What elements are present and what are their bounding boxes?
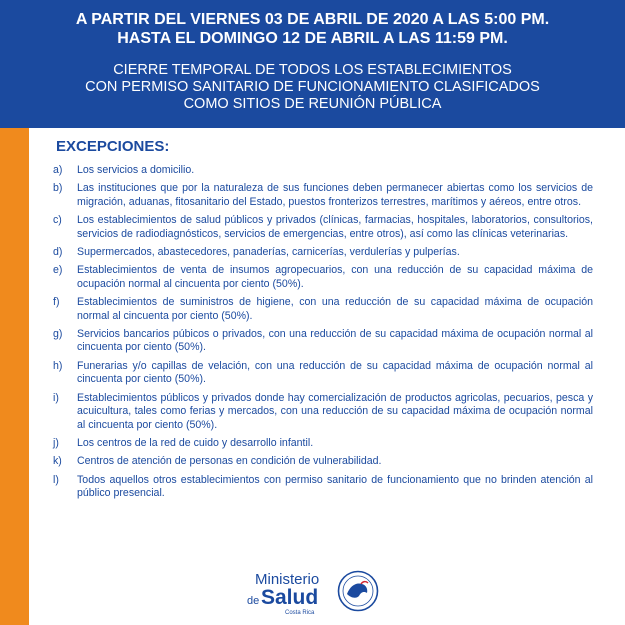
item-text: Establecimientos públicos y privados donde hay comercialización de productos agricolas, pecuarios, pesca y acuicultura, tales como ferias y mercados, con una reducción de su capacidad máxima de ocupación normal al cincuenta por ciento (50%). xyxy=(77,391,593,431)
item-letter: l) xyxy=(53,473,59,486)
logo-word-ministerio: Ministerio xyxy=(255,571,320,588)
item-letter: e) xyxy=(53,264,63,277)
item-text: Funerarias y/o capillas de velación, con una reducción de su capacidad máxima de ocupación normal al cincuenta por ciento (50%). xyxy=(77,359,593,386)
list-item xyxy=(53,296,593,323)
item-text: Las instituciones que por la naturaleza de sus funciones deben permanecer abiertas como los servicios de migración, aduanas, fitosanitario del Estado, puestos fronterizos terrestres, marítimos y aéreos, entre otros. xyxy=(77,182,593,208)
logo-word-de: de xyxy=(247,595,260,607)
item-text: Supermercados, abastecedores, panaderías, carnicerías, verdulerías y pulperías. xyxy=(77,246,460,259)
item-letter: i) xyxy=(53,391,59,404)
item-text: Establecimientos de suministros de higiene, con una reducción de su capacidad máxima de ocupación normal al cincuenta por ciento (50%). xyxy=(77,296,593,322)
logo-word-salud: Salud xyxy=(261,586,319,609)
list-item xyxy=(53,164,593,177)
item-text: Todos aquellos otros establecimientos con permiso sanitario de funcionamiento que no brinden atención al público presencial. xyxy=(77,473,593,500)
closure-line-2: CON PERMISO SANITARIO DE FUNCIONAMIENTO CLASIFICADOS xyxy=(85,79,540,95)
item-letter: a) xyxy=(53,164,63,176)
list-item xyxy=(53,214,593,241)
item-letter: h) xyxy=(53,359,63,372)
section-title: EXCEPCIONES: xyxy=(56,138,170,155)
item-text: Establecimientos de venta de insumos agropecuarios, con una reducción de su capacidad máxima de ocupación normal al cincuenta por ciento (50%). xyxy=(77,264,593,290)
seal-icon xyxy=(337,570,379,612)
list-item xyxy=(53,360,593,387)
exceptions-panel xyxy=(29,128,625,625)
list-item xyxy=(53,246,593,259)
logo-word-costa-rica: Costa Rica xyxy=(285,610,315,616)
start-date-line: A PARTIR DEL VIERNES 03 DE ABRIL DE 2020 A LAS 5:00 PM. xyxy=(75,11,550,28)
list-item xyxy=(53,437,593,450)
list-item xyxy=(53,455,593,468)
item-text: Los establecimientos de salud públicos y privados (clínicas, farmacias, hospitales, laboratorios, consultorios, servicios de radiodiagnósticos, servicios de emergencias, entre otros), así como las clínicas veterinarias. xyxy=(77,214,593,240)
list-item xyxy=(53,328,593,355)
closure-line-3: COMO SITIOS DE REUNIÓN PÚBLICA xyxy=(183,96,442,112)
item-letter: k) xyxy=(53,455,62,468)
exceptions-list xyxy=(53,164,593,506)
list-item xyxy=(53,182,593,209)
list-item xyxy=(53,392,593,432)
item-letter: f) xyxy=(53,296,60,309)
orange-side-bar xyxy=(0,128,29,625)
list-item xyxy=(53,264,593,291)
closure-notice xyxy=(0,62,625,113)
item-letter: j) xyxy=(53,436,59,449)
item-text: Servicios bancarios púbicos o privados, con una reducción de su capacidad máxima de ocupación normal al cincuenta por ciento (50%). xyxy=(77,328,593,354)
item-text: Centros de atención de personas en condición de vulnerabilidad. xyxy=(77,455,382,468)
ministerio-salud-logo xyxy=(247,570,407,620)
item-letter: d) xyxy=(53,246,63,259)
item-letter: b) xyxy=(53,182,63,195)
list-item xyxy=(53,474,593,501)
closure-line-1: CIERRE TEMPORAL DE TODOS LOS ESTABLECIMIENTOS xyxy=(113,62,512,78)
item-letter: c) xyxy=(53,214,62,227)
item-letter: g) xyxy=(53,328,63,341)
end-date-line: HASTA EL DOMINGO 12 DE ABRIL A LAS 11:59 PM. xyxy=(117,30,508,47)
header-banner xyxy=(0,0,625,128)
item-text: Los servicios a domicilio. xyxy=(77,164,195,176)
item-text: Los centros de la red de cuido y desarrollo infantil. xyxy=(77,436,314,449)
